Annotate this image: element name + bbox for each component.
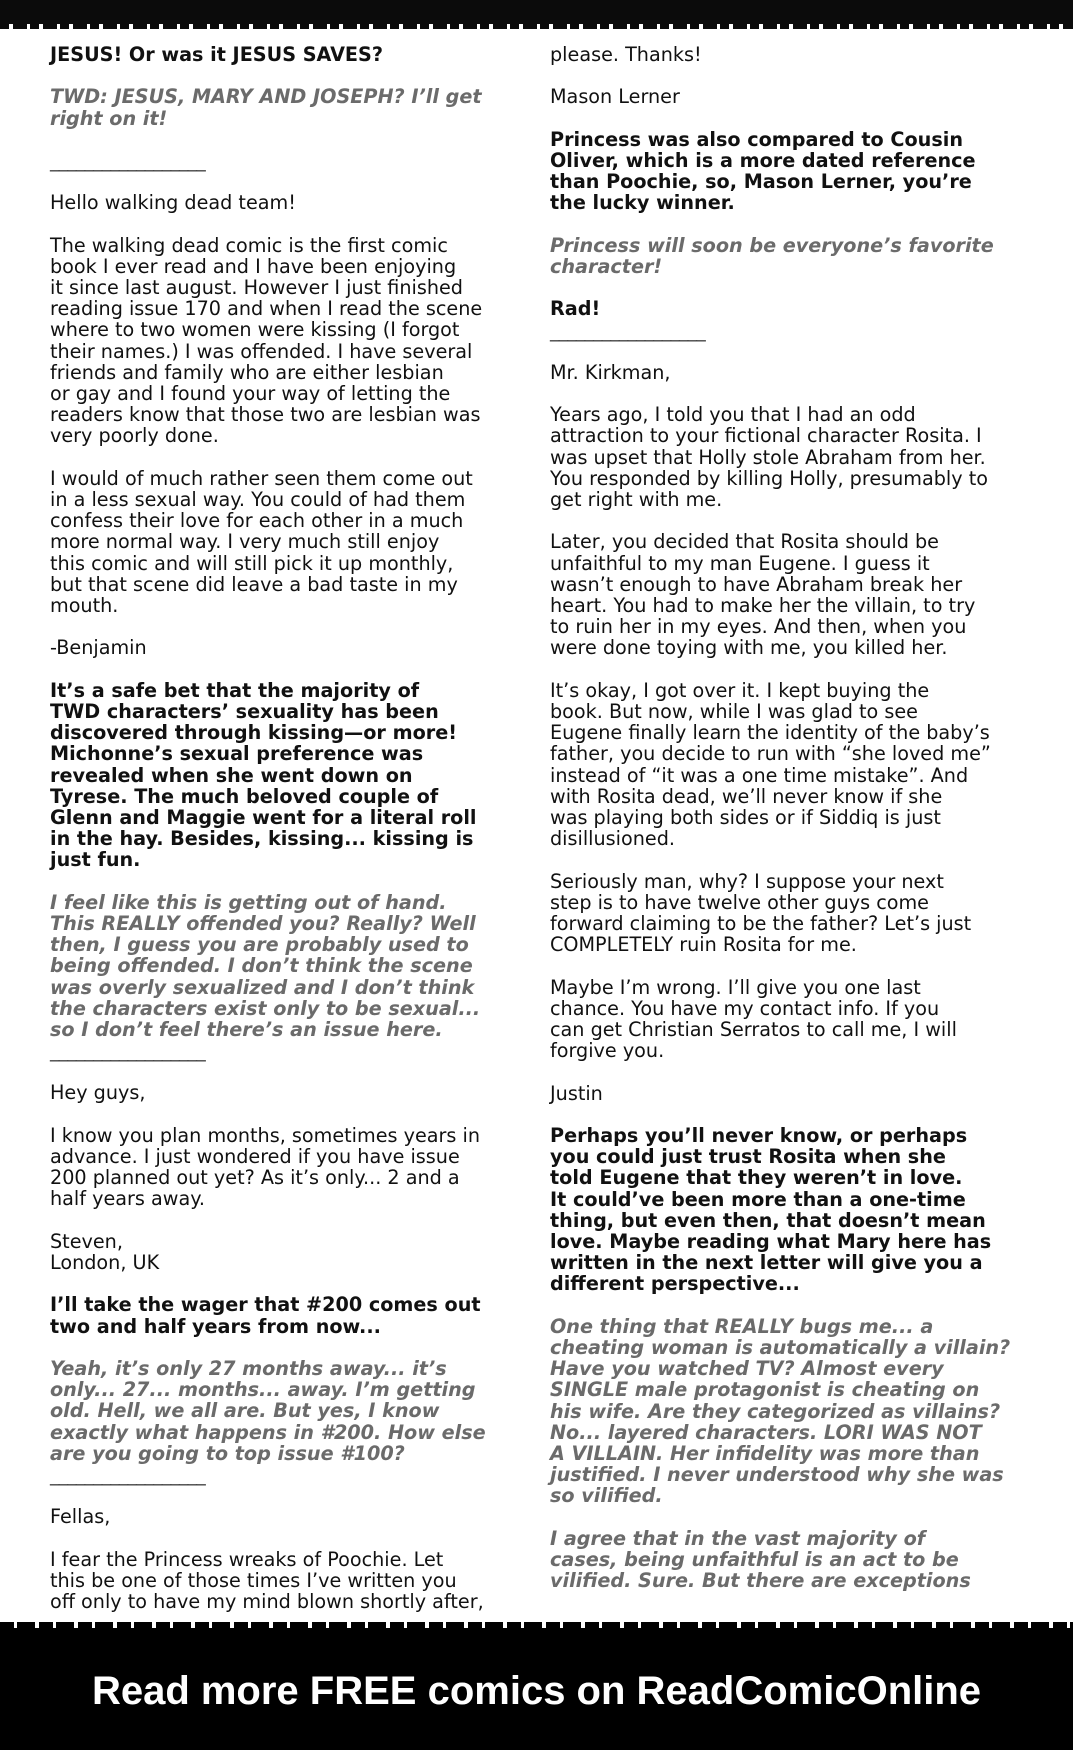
editor-reply: Perhaps you’ll never know, or perhaps you could just trust Rosita when she told Eugene that they weren’t in love. It could’ve been more than a one-time thing, but even then, that doesn’t mean love. Maybe reading what Mary here has written in the next letter will give you a different perspective... — [550, 1123, 992, 1296]
letter-body: The walking dead comic is the first comic book I ever read and I have been enjoying it since last august. However I just finished reading issue 170 and when I read the scene where to two women were kissing (I forgot their names.) I was offended. I have several friends and family who are either lesbian or gay and I found your way of letting the readers know that those two are lesbian was very poorly done. — [50, 233, 483, 448]
editor-reply: Princess was also compared to Cousin Oliver, which is a more dated reference than Poochie, so, Mason Lerner, you’re the lucky winner. — [550, 127, 976, 215]
letter-greeting: Mr. Kirkman, — [550, 360, 671, 384]
editor-response: TWD: JESUS, MARY AND JOSEPH? I’ll get right on it! — [50, 85, 482, 130]
letter-body: I know you plan months, sometimes years in advance. I just wondered if you have issue 200 planned out yet? As it’s only... 2 and a half years away. — [50, 1123, 480, 1211]
editor-reply: It’s a safe bet that the majority of TWD characters’ sexuality has been discovered through kissing—or more! Michonne’s sexual preference was revealed when she went down on Tyrese. The much beloved couple of Glenn and Maggie went for a literal roll in the hay. Besides, kissing... kissing is just fun. — [50, 678, 477, 872]
letter-body: It’s okay, I got over it. I kept buying the book. But now, while I was glad to see Eugene finally learn the identity of the baby’s father, you decide to run with “she loved me” instead of “it was a one time mistake”. And with Rosita dead, we’ll never know if she was playing both sides or if Siddiq is just disillusioned. — [550, 678, 991, 851]
top-torn-border — [0, 0, 1073, 24]
letter-signature: -Benjamin — [50, 636, 147, 660]
readcomiconline-banner-link[interactable]: Read more FREE comics on ReadComicOnline — [91, 1669, 982, 1713]
letter-body: Maybe I’m wrong. I’ll give you one last chance. You have my contact info. If you can get Christian Serratos to call me, I will forgive you. — [550, 975, 957, 1063]
editor-response: Yeah, it’s only 27 months away... it’s only... 27... months... away. I’m getting old. Hell, we all are. But yes, I know exactly what happens in #200. How else are you going to top issue #100? — [50, 1357, 486, 1465]
letter-heading: JESUS! Or was it JESUS SAVES? — [50, 43, 383, 66]
letter-body: I fear the Princess wreaks of Poochie. Let this be one of those times I’ve written you off only to have my mind blown shortly after, — [50, 1547, 484, 1614]
left-column — [50, 44, 520, 1633]
editor-reply: Rad! — [550, 297, 601, 321]
letter-greeting: Fellas, — [50, 1505, 111, 1529]
right-column — [550, 44, 1020, 1613]
letter-body: Years ago, I told you that I had an odd attraction to your fictional character Rosita. I was upset that Holly stole Abraham from her. You responded by killing Holly, presumably to get right with me. — [550, 403, 988, 511]
letter-greeting: Hello walking dead team! — [50, 191, 296, 215]
editor-response: One thing that REALLY bugs me... a cheating woman is automatically a villain? Have you watched TV? Almost every SINGLE male protagonist is cheating on his wife. Are they categorized as villains? No... layered characters. LORI WAS NOT A VILLAIN. Her infidelity was more than justified. I never understood why she was so vilified. — [550, 1314, 1011, 1508]
editor-reply: I’ll take the wager that #200 comes out two and half years from now... — [50, 1293, 481, 1338]
separator: __________________ — [550, 318, 705, 342]
editor-response: I feel like this is getting out of hand. This REALLY offended you? Really? Well then, I guess you are probably used to being offended. I don’t think the scene was overly sexualized and I don’t think the characters exist only to be sexual... so I don’t feel there’s an issue here. — [50, 890, 481, 1042]
letter-greeting: Hey guys, — [50, 1081, 146, 1105]
separator: __________________ — [50, 148, 205, 172]
letter-signature: Mason Lerner — [550, 85, 680, 109]
editor-response: I agree that in the vast majority of cases, being unfaithful is an act to be vilified. Sure. But there are exceptions — [550, 1526, 971, 1593]
letter-signature: Steven, London, UK — [50, 1229, 160, 1275]
separator: __________________ — [50, 1463, 205, 1487]
separator: __________________ — [50, 1039, 205, 1063]
letter-body: Seriously man, why? I suppose your next step is to have twelve other guys come forward claiming to be the father? Let’s just COMPLETELY ruin Rosita for me. — [550, 869, 972, 957]
letter-body: I would of much rather seen them come out in a less sexual way. You could of had them confess their love for each other in a much more normal way. I very much still enjoy this comic and will still pick it up monthly, but that scene did leave a bad taste in my mouth. — [50, 466, 473, 618]
letter-body: Later, you decided that Rosita should be unfaithful to my man Eugene. I guess it wasn’t enough to have Abraham break her heart. You had to make her the villain, to try to ruin her in my eyes. And then, when you were done toying with me, you killed her. — [550, 530, 976, 660]
letter-body: please. Thanks! — [550, 43, 702, 66]
letter-signature: Justin — [550, 1081, 603, 1105]
editor-response: Princess will soon be everyone’s favorite character! — [550, 233, 994, 278]
